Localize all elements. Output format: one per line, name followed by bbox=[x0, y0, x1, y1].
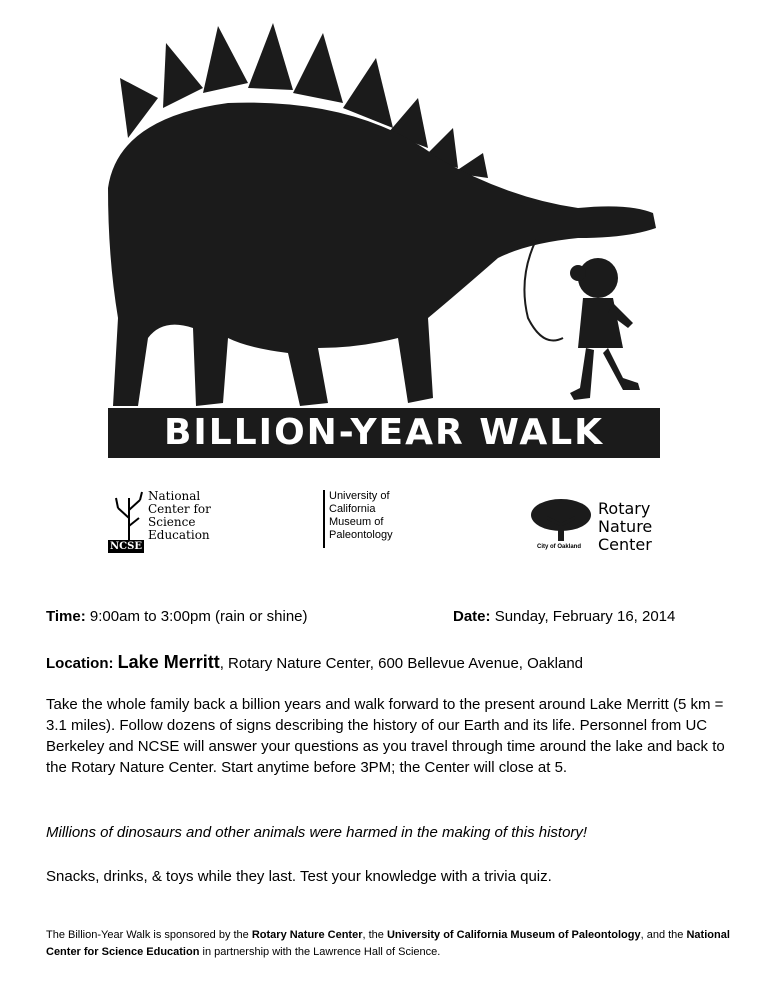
time-line: Time: 9:00am to 3:00pm (rain or shine) bbox=[46, 608, 308, 625]
dino-plate bbox=[248, 23, 293, 90]
snacks-paragraph: Snacks, drinks, & toys while they last. Test your knowledge with a trivia quiz. bbox=[46, 868, 552, 885]
date-line: Date: Sunday, February 16, 2014 bbox=[453, 608, 676, 625]
oak-tree-icon bbox=[528, 497, 594, 543]
leash-string bbox=[524, 240, 563, 341]
dino-plate bbox=[163, 43, 203, 108]
location-line: Location: Lake Merritt, Rotary Nature Center, 600 Bellevue Avenue, Oakland bbox=[46, 652, 583, 672]
ncse-tree-icon bbox=[112, 488, 146, 540]
humor-paragraph: Millions of dinosaurs and other animals were harmed in the making of this history! bbox=[46, 824, 588, 841]
rotary-nature-center-logo-text: Rotary Nature Center bbox=[598, 499, 653, 554]
girl-silhouette bbox=[570, 258, 640, 400]
ucmp-logo: University of California Museum of Paleontology bbox=[323, 490, 409, 548]
ncse-abbreviation: NCSE bbox=[110, 541, 142, 552]
stegosaurus-girl-illustration bbox=[108, 18, 668, 458]
event-title: BILLION-YEAR WALK bbox=[163, 412, 605, 453]
description-paragraph: Take the whole family back a billion years and walk forward to the present around Lake Merritt (5 km = 3.1 miles). Follow dozens of signs describing the history of our Earth and its life. Personnel from UC Berkeley and NCSE will answer your questions as you travel through time around the lake and back to the Rotary Nature Center. Start anytime before 3PM; the Center will close at 5. bbox=[46, 696, 725, 776]
dino-body bbox=[108, 103, 656, 406]
location-name: Lake Merritt bbox=[117, 652, 220, 672]
sponsor-footer: The Billion-Year Walk is sponsored by the Rotary Nature Center, the University of California Museum of Paleontology, and the National Center for Science Education in partnership with the Lawrence Hall of Science. bbox=[46, 929, 730, 958]
city-of-oakland-label: City of Oakland bbox=[537, 544, 582, 550]
dino-plate bbox=[203, 26, 248, 93]
ncse-logo-text: National Center for Science Education bbox=[148, 489, 211, 542]
dino-plate bbox=[293, 33, 343, 103]
